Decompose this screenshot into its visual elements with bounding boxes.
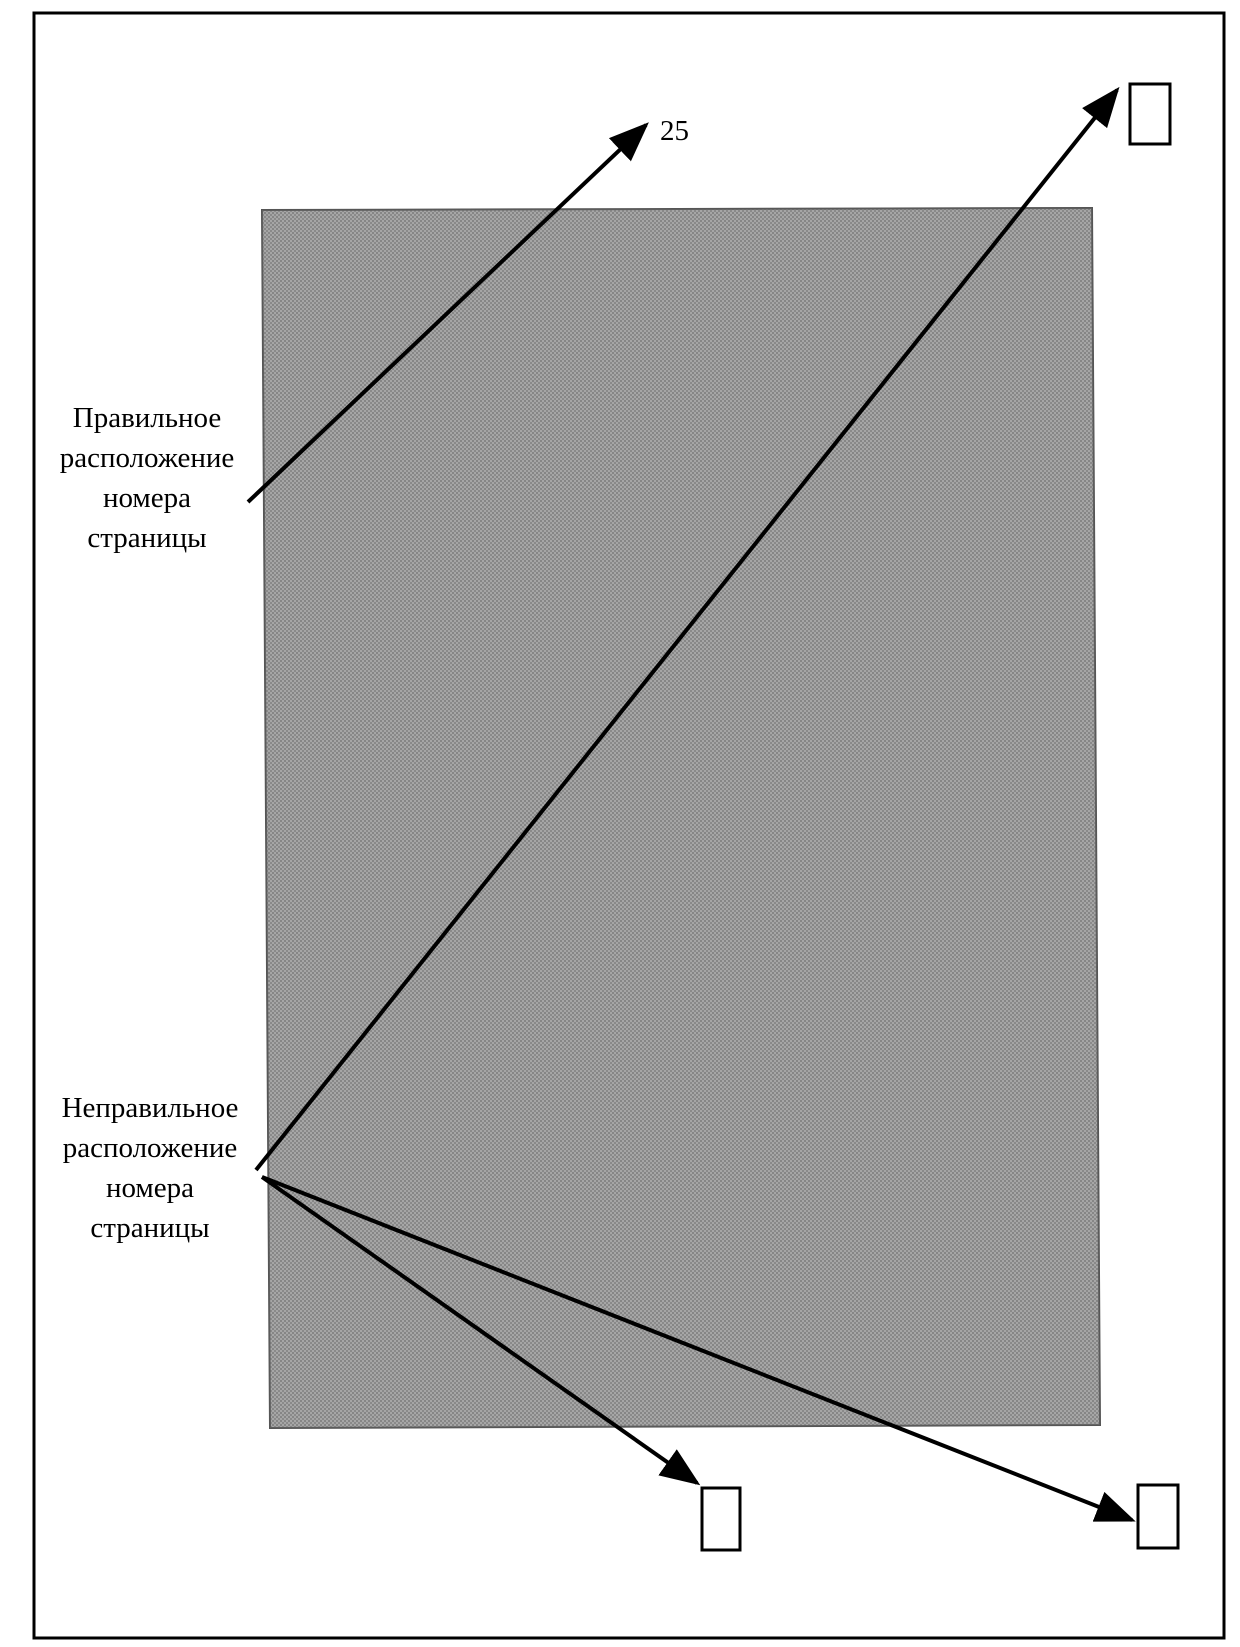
placeholder-box-bottom-right — [1138, 1485, 1178, 1548]
label-correct-line-3: номера — [102, 482, 192, 514]
label-correct-line-4: страницы — [87, 522, 207, 554]
label-incorrect-line-4: страницы — [90, 1212, 210, 1244]
page-shade-overlay — [262, 208, 1100, 1428]
label-correct-line-1: Правильное — [72, 402, 222, 434]
label-incorrect-line-1: Неправильное — [61, 1092, 239, 1124]
placeholder-box-top-right — [1130, 84, 1170, 144]
page-number: 25 — [660, 115, 689, 147]
label-incorrect-line-2: расположение — [62, 1132, 238, 1164]
placeholder-box-bottom-center — [702, 1488, 740, 1550]
label-incorrect-line-3: номера — [105, 1172, 195, 1204]
label-correct-line-2: расположение — [59, 442, 235, 474]
